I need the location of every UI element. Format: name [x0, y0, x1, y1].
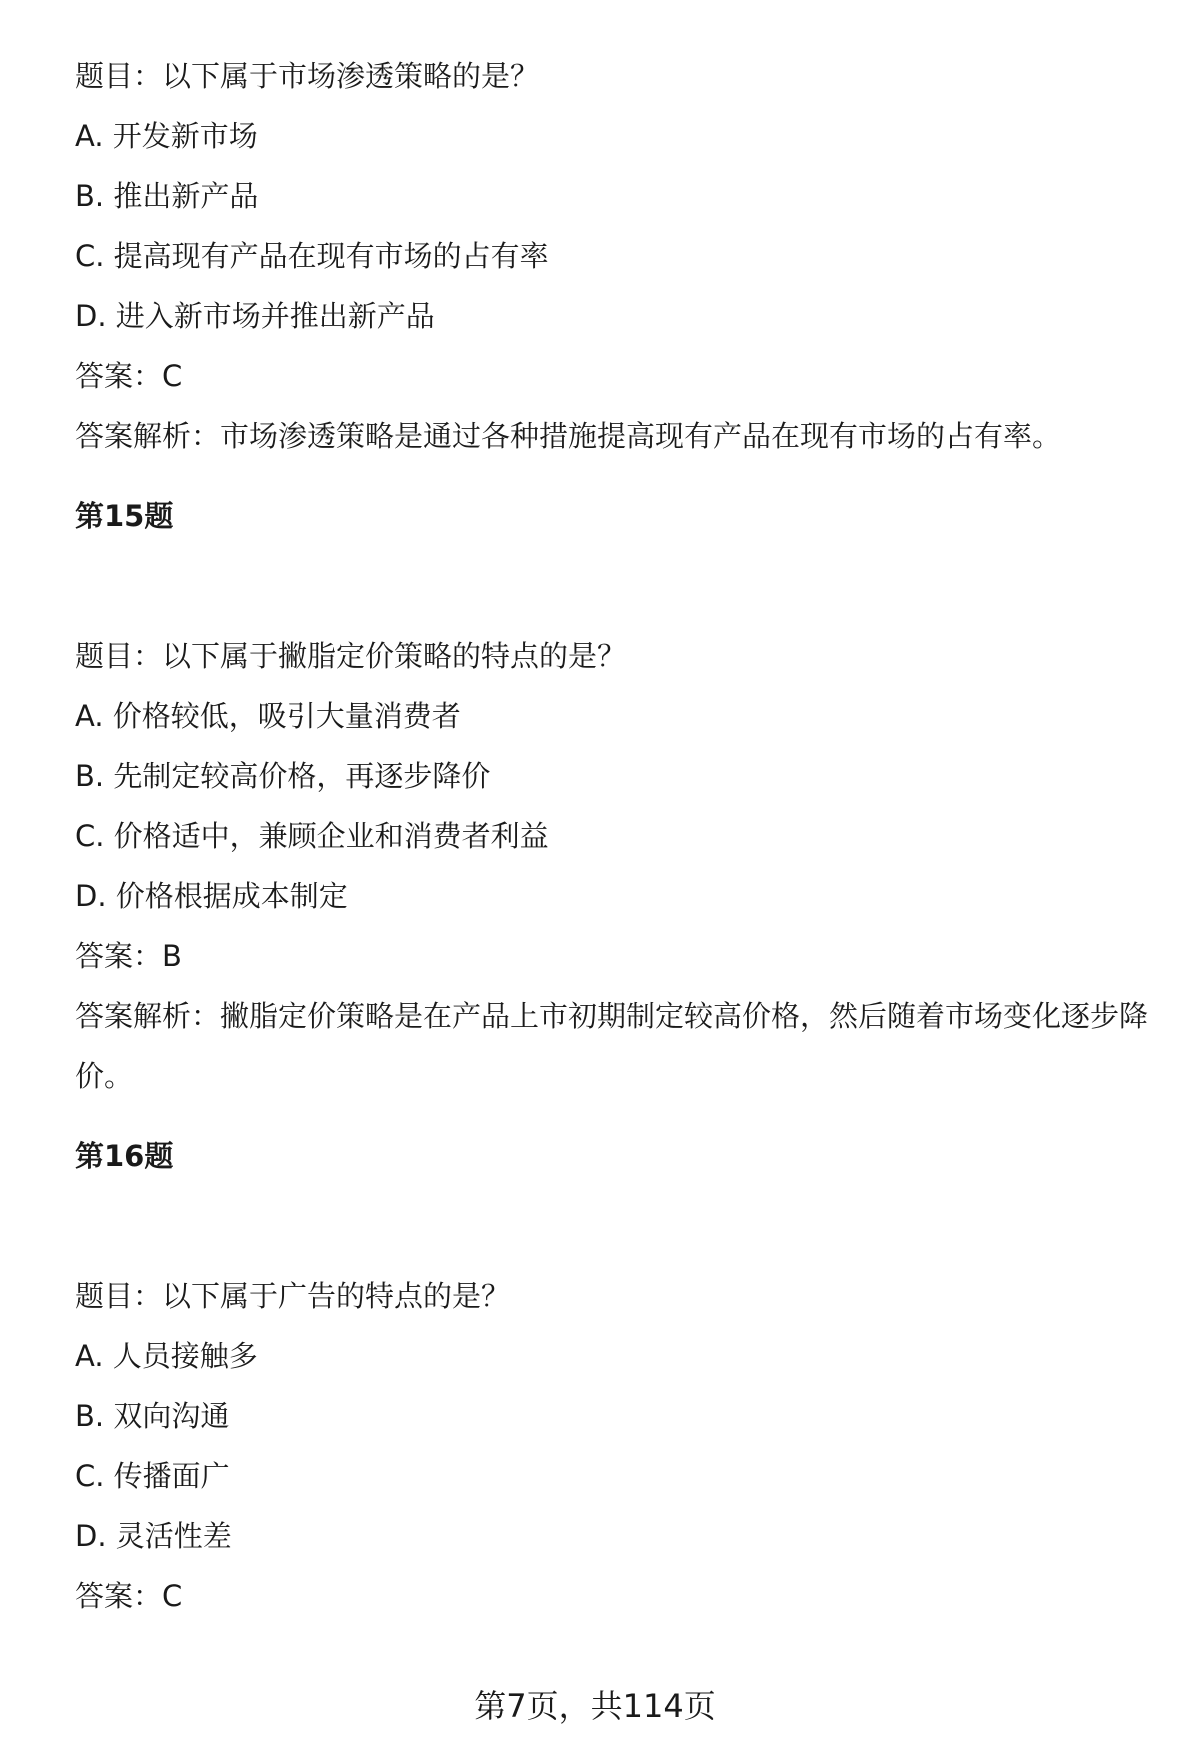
option-b: B. 先制定较高价格，再逐步降价: [75, 759, 491, 793]
question-text: 题目：以下属于市场渗透策略的是？: [75, 59, 540, 93]
answer: 答案：B: [75, 939, 182, 973]
option-b: B. 双向沟通: [75, 1399, 230, 1433]
document-body: [75, 46, 1175, 1626]
question-text: 题目：以下属于撇脂定价策略的特点的是？: [75, 639, 627, 673]
option-b: B. 推出新产品: [75, 179, 259, 213]
section-heading-15: 第15题: [75, 499, 174, 533]
option-a: A. 价格较低，吸引大量消费者: [75, 699, 461, 733]
option-d: D. 价格根据成本制定: [75, 879, 348, 913]
option-d: D. 进入新市场并推出新产品: [75, 299, 435, 333]
question-text: 题目：以下属于广告的特点的是？: [75, 1279, 511, 1313]
option-a: A. 人员接触多: [75, 1339, 258, 1373]
option-c: C. 传播面广: [75, 1459, 230, 1493]
question-block-16: [75, 1266, 1175, 1626]
question-block-15: [75, 626, 1175, 1106]
option-c: C. 价格适中，兼顾企业和消费者利益: [75, 819, 549, 853]
answer: 答案：C: [75, 1579, 183, 1613]
option-a: A. 开发新市场: [75, 119, 258, 153]
section-heading-16: 第16题: [75, 1139, 174, 1173]
option-c: C. 提高现有产品在现有市场的占有率: [75, 239, 549, 273]
option-d: D. 灵活性差: [75, 1519, 232, 1553]
answer: 答案：C: [75, 359, 183, 393]
answer-explanation: 答案解析：市场渗透策略是通过各种措施提高现有产品在现有市场的占有率。: [75, 419, 1062, 453]
question-block-14: [75, 46, 1175, 466]
answer-explanation: 答案解析：撇脂定价策略是在产品上市初期制定较高价格，然后随着市场变化逐步降价。: [75, 999, 1149, 1093]
page-number: 第7页，共114页: [474, 1687, 716, 1725]
